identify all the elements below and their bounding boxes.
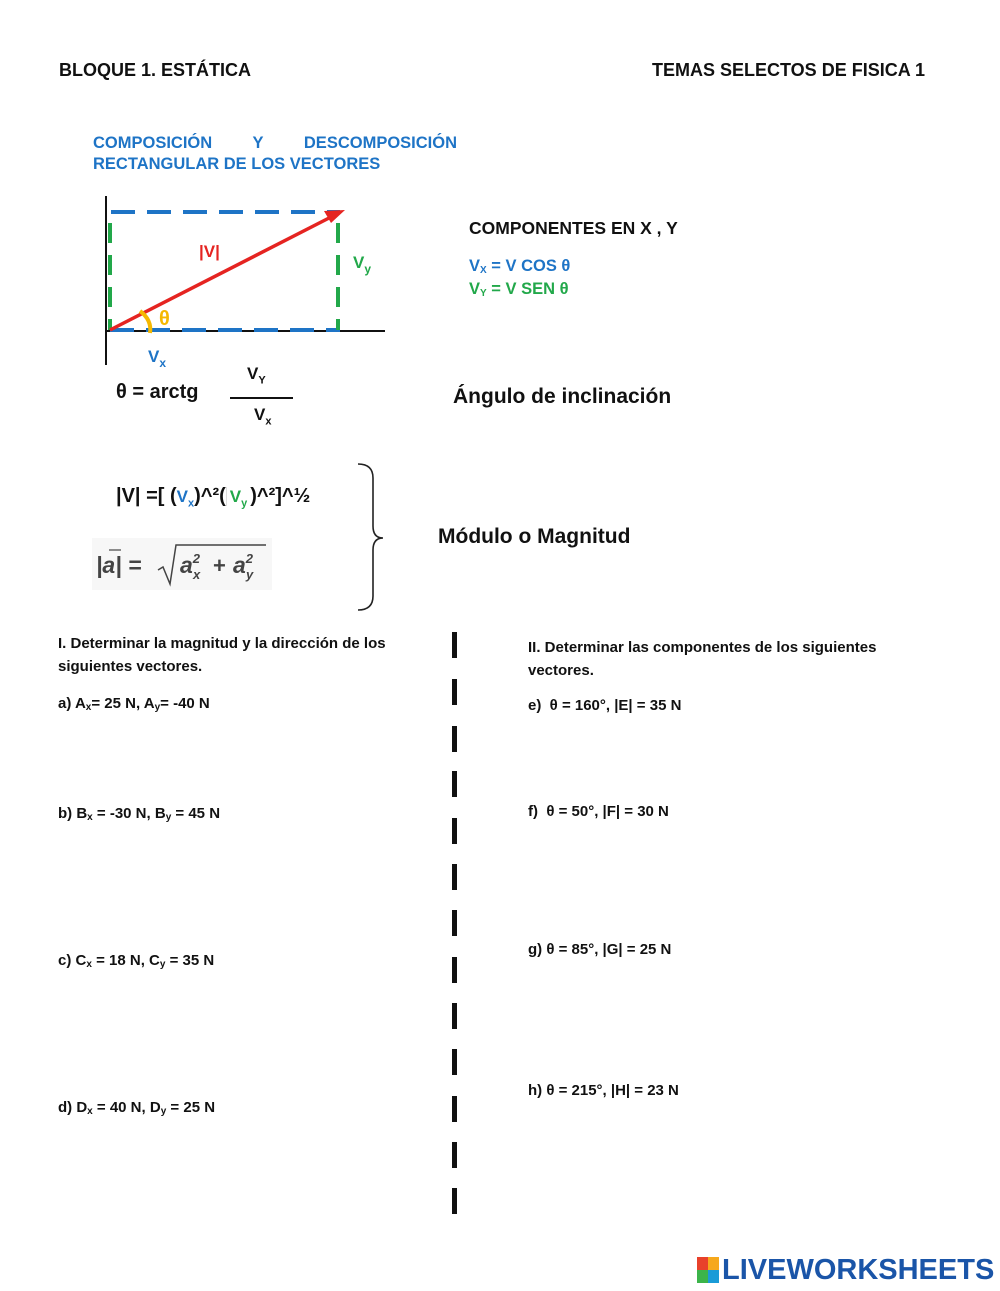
- vx-formula-rest: = V COS θ: [486, 257, 571, 275]
- question-c: c) $C_x = 18$ N, $C_y = 35$ N: [58, 952, 215, 970]
- vy-label: $V_y$: [353, 253, 372, 276]
- divider-dash: [452, 679, 457, 705]
- vx-formula-symbol: V: [469, 257, 481, 275]
- part2-heading-line1: II. Determinar las componentes de los siguientes: [528, 639, 877, 656]
- divider-dash: [452, 864, 457, 890]
- divider-dash: [452, 632, 457, 658]
- section-title-line1: COMPOSICIÓN Y DESCOMPOSICIÓN: [93, 134, 457, 152]
- vector-arrowhead: [324, 210, 345, 223]
- divider-dash: [452, 1188, 457, 1214]
- magnitude-part3: )^²]^½: [250, 485, 311, 507]
- logo-badge-cell: [697, 1257, 708, 1270]
- brace-path: [358, 464, 383, 610]
- part1-heading-line1: I. Determinar la magnitud y la dirección de los: [58, 635, 386, 652]
- question-h: h) θ = 215°, |H| = 23 N: [528, 1082, 679, 1099]
- part2-heading-line2: vectores.: [528, 662, 594, 679]
- fraction-bar: [230, 397, 293, 399]
- arctg-lhs: θ = arctg: [116, 381, 199, 403]
- math-term-ax: $a^2$ x: [180, 551, 201, 582]
- part2-heading: [528, 636, 918, 682]
- logo-badge-cell: [697, 1270, 708, 1283]
- question-b: b) $B_x = -30$ N, $B_y = 45$ N: [58, 805, 221, 823]
- question-g: g) θ = 85°, |G| = 25 N: [528, 941, 672, 958]
- divider-dash: [452, 1049, 457, 1075]
- section-title: [93, 133, 457, 175]
- math-lhs: |a| =: [96, 552, 142, 578]
- arctg-numerator: $V_Y$: [247, 364, 266, 387]
- divider-dash: [452, 957, 457, 983]
- divider-dash: [452, 1142, 457, 1168]
- divider-dash: [452, 818, 457, 844]
- vy-formula: [469, 278, 569, 305]
- divider-dash: [452, 1096, 457, 1122]
- divider-dash: [452, 1003, 457, 1029]
- logo-badge: [697, 1257, 719, 1283]
- question-e: e) θ = 160°, |E| = 35 N: [528, 697, 682, 714]
- divider-dash: [452, 726, 457, 752]
- angle-label: θ: [159, 308, 170, 330]
- magnitude-label-text: Módulo o Magnitud: [438, 525, 631, 548]
- arctg-denominator: $V_x$: [254, 405, 272, 428]
- math-term-ay: $a^2$ y: [233, 551, 254, 582]
- question-f: f) θ = 50°, |F| = 30 N: [528, 803, 669, 820]
- magnitude-vy: $V_y$: [226, 487, 250, 506]
- divider-dash: [452, 771, 457, 797]
- angle-arc: [140, 311, 150, 333]
- magnitude-math-image: [92, 538, 272, 590]
- magnitude-formula: [116, 485, 310, 509]
- vy-formula-sub: Y: [480, 288, 487, 299]
- vy-formula-rest: = V SEN θ: [486, 280, 569, 298]
- section-title-line2: RECTANGULAR DE LOS VECTORES: [93, 155, 381, 173]
- vector-label: |V|: [199, 242, 220, 261]
- magnitude-vx: $V_x$: [176, 487, 195, 510]
- magnitude-part1: |V| =[ (: [116, 485, 177, 507]
- components-title: COMPONENTES EN X , Y: [469, 218, 678, 238]
- logo-text: LIVEWORKSHEETS: [722, 1254, 995, 1286]
- angle-label-text: Ángulo de inclinación: [453, 385, 672, 408]
- magnitude-part2: )^²(: [194, 485, 226, 507]
- logo-badge-cell: [708, 1257, 719, 1270]
- part1-heading: [58, 632, 418, 678]
- vector-diagram: [95, 190, 395, 375]
- divider-dash: [452, 910, 457, 936]
- logo-badge-cell: [708, 1270, 719, 1283]
- math-plus: +: [213, 553, 226, 578]
- vx-formula-sub: X: [480, 265, 487, 276]
- liveworksheets-logo: [697, 1254, 993, 1288]
- question-d: d) $D_x = 40$ N, $D_y = 25$ N: [58, 1099, 216, 1117]
- vx-label: $V_x$: [148, 347, 167, 370]
- question-a: a) $A_x= 25$ N, $A_y= -40$ N: [58, 695, 210, 713]
- part1-heading-line2: siguientes vectores.: [58, 658, 203, 675]
- header-right: TEMAS SELECTOS DE FISICA 1: [652, 60, 926, 80]
- right-brace: [355, 460, 389, 615]
- vy-formula-symbol: V: [469, 280, 481, 298]
- header-left: BLOQUE 1. ESTÁTICA: [59, 60, 252, 80]
